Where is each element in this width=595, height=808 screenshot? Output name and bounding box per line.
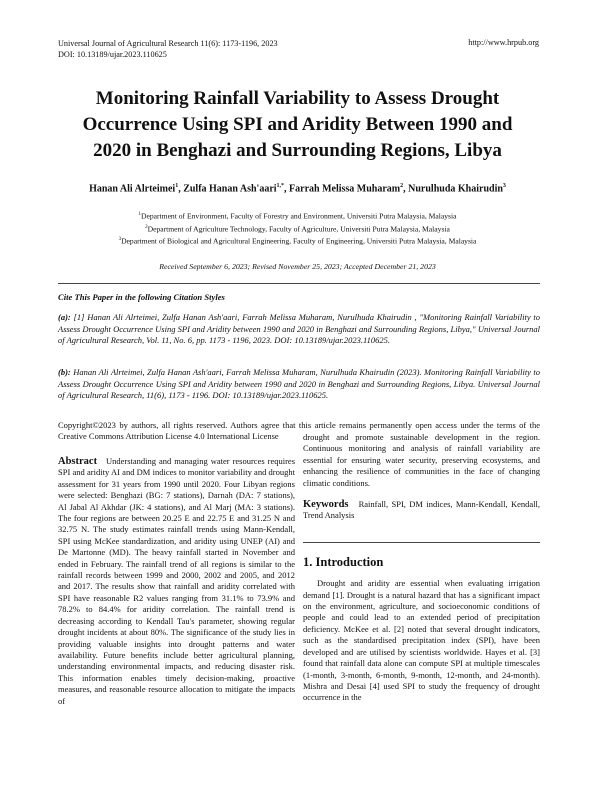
author-sup: 3: [502, 183, 506, 189]
affiliation-line: [40, 209, 555, 222]
author-name: Farrah Melissa Muharam: [289, 183, 401, 195]
citation-heading: Cite This Paper in the following Citation Styles: [58, 292, 225, 302]
left-column: [58, 456, 295, 707]
divider: [58, 283, 540, 284]
title-line-2: Occurrence Using SPI and Aridity Between 1990 and: [82, 114, 513, 135]
affiliation-sup: 1: [138, 212, 141, 217]
abstract-text: Understanding and managing water resources requires SPI and aridity AI and DM indices to monitor variability and drought assessment for 31 years from 1990 until 2020. Four Libyan regions were selected: Benghazi (BG: 7 stations), Darnah (DA: 7 stations), Al Jabal Al Akhdar (JK: 4 stations), and Al Marj (MA: 3 stations). The four regions are between 20.25 E and 22.75 E and 31.25 N and 32.75 N. The study estimates rainfall trends using Mann-Kendall, SPI using McKee standardization, and aridity using UNEP (AI) and De Martonne (MD). The heavy rainfall started in November and ended in February. The rainfall trend of all regions is similar to the rainfall records between 1999 and 2000, 2002 and 2005, and 2012 and 2017. The results show that rainfall and aridity correlated with SPI have reasonable R2 values ranging from 31.1% to 73.9% and 78.2% to 84.4% for aridity correlation. The rainfall trend is decreasing according to Kendall Tau's parameter, showing regular drought incidents at about 80%. The significance of the study lies in providing valuable insights into drought patterns and water availability. Future benefits include better agricultural planning, understanding environmental impacts, and reducing disaster risk. This information enables timely decision-making, proactive measures, and reasonable resource allocation to mitigate the impacts of: [58, 456, 296, 706]
affiliation-text: Department of Biological and Agricultural Engineering, Faculty of Engineering, Universiti Putra Malaysia, Malaysia: [121, 236, 477, 246]
paper-title: [50, 86, 545, 164]
keywords: [303, 499, 540, 522]
author-list: Hanan Ali Alrteimei$^1$, Zulfa Hanan Ash'aari$^{1,*}$, Farrah Melissa Muharam$^2$, Nurulhuda Khairudin$^3$: [89, 183, 506, 195]
affiliation-text: Department of Environment, Faculty of Forestry and Environment, Universiti Putra Malaysia, Malaysia: [141, 211, 457, 221]
title-line-1: Monitoring Rainfall Variability to Assess Drought: [95, 88, 500, 109]
citation-a-text: [1] Hanan Ali Alrteimei, Zulfa Hanan Ash'aari, Farrah Melissa Muharam, Nurulhuda Khairudin , "Monitoring Rainfall Variability to Assess Drought Occurrence Using SPI and Aridity between 1990 and 2020 in Benghazi and Surrounding Regions, Libya," Universal Journal of Agricultural Research, Vol. 11, No. 6, pp. 1173 - 1196, 2023. DOI: 10.13189/ujar.2023.110625.: [58, 312, 541, 345]
author-name: Hanan Ali Alrteimei: [89, 183, 176, 195]
spacer: [303, 489, 540, 499]
affiliation-text: Department of Agriculture Technology, Faculty of Agriculture, Universiti Putra Malaysia, Malaysia: [147, 224, 450, 234]
affiliation-sup: 3: [118, 237, 122, 243]
author-sup: 1: [175, 183, 179, 189]
citation-a-label: (a):: [58, 312, 71, 322]
author-sup: 2: [400, 183, 404, 189]
running-header: [58, 38, 278, 60]
keywords-heading: Keywords: [303, 499, 349, 511]
abstract: [58, 456, 295, 707]
introduction-heading: 1. Introduction: [303, 542, 540, 568]
right-column: [303, 432, 540, 704]
keywords-text: Rainfall, SPI, DM indices, Mann-Kendall, Kendall, Trend Analysis: [303, 499, 540, 521]
citation-style-b: [58, 367, 540, 402]
citation-style-a: [58, 312, 540, 347]
abstract-continuation: drought and promote sustainable development in the region. Continuous monitoring and analysis of rainfall variability are essential for ensuring water security, preserving ecosystems, and enhancing the resilience of communities in the face of changing climatic conditions.: [303, 432, 540, 488]
citation-b-label: (b):: [58, 367, 71, 377]
journal-url[interactable]: http://www.hrpub.org: [468, 38, 539, 47]
journal-line: Universal Journal of Agricultural Research 11(6): 1173-1196, 2023: [58, 39, 278, 48]
affiliations: [40, 209, 555, 247]
author-name: Zulfa Hanan Ash'aari: [183, 183, 277, 195]
title-line-3: 2020 in Benghazi and Surrounding Regions, Libya: [93, 140, 502, 161]
affiliation-line: [40, 234, 555, 247]
copyright-notice: Copyright©2023 by authors, all rights reserved. Authors agree that this article remains permanently open access under the terms of the Creative Commons Attribution License 4.0 International License: [58, 420, 540, 441]
citation-b-text: Hanan Ali Alrteimei, Zulfa Hanan Ash'aari, Farrah Melissa Muharam, Nurulhuda Khairudin (2023). Monitoring Rainfall Variability to Assess Drought Occurrence Using SPI and Aridity between 1990 and 2020 in Benghazi and Surrounding Regions, Libya. Universal Journal of Agricultural Research, 11(6), 1173 - 1196. DOI: 10.13189/ujar.2023.110625.: [58, 367, 541, 400]
doi-line: DOI: 10.13189/ujar.2023.110625: [58, 50, 167, 59]
received-dates: Received September 6, 2023; Revised November 25, 2023; Accepted December 21, 2023: [159, 262, 436, 271]
affiliation-sup: 2: [145, 224, 148, 230]
affiliation-line: [40, 222, 555, 235]
introduction-text: Drought and aridity are essential when evaluating irrigation demand [1]. Drought is a natural hazard that has a significant impact on the environment, agriculture, and socioeconomic conditions of people and could lead to an extended period of precipitation deficiency. McKee et al. [2] noted that several drought indicators, such as the standardised precipitation index (SPI), have been developed and are utilised by scientists worldwide. Hayes et al. [3] found that rainfall data alone can compute SPI at multiple timescales (1-month, 3-month, 6-month, 9-month, 12-month, and 24-month). Mishra and Desai [4] used SPI to study the frequency of drought occurrence in the: [303, 578, 540, 703]
author-sup: 1,*: [276, 183, 285, 189]
author-name: Nurulhuda Khairudin: [408, 183, 503, 195]
abstract-heading: Abstract: [58, 456, 98, 467]
